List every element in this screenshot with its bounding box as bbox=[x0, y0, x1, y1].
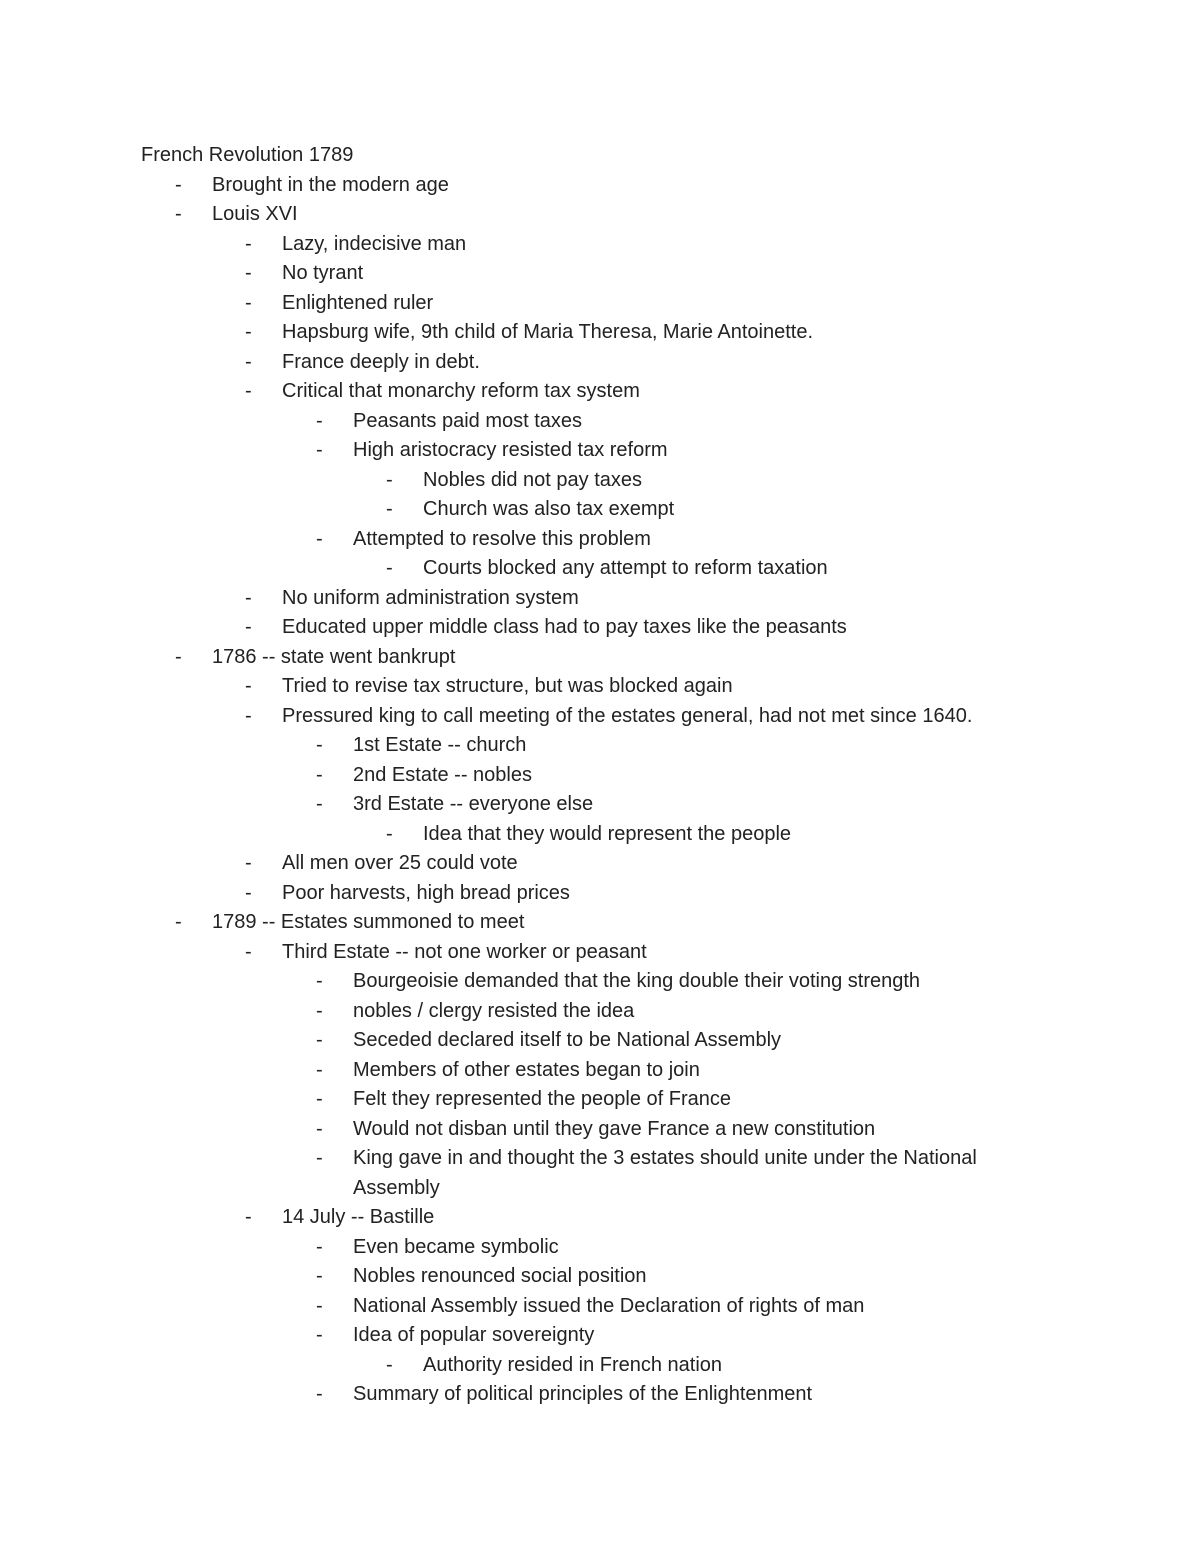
outline-item-text: Members of other estates began to join bbox=[353, 1058, 700, 1081]
outline-item-text: Tried to revise tax structure, but was blocked again bbox=[282, 675, 733, 697]
dash-bullet-icon: - bbox=[386, 1353, 393, 1376]
outline-item-text: 1789 -- Estates summoned to meet bbox=[212, 911, 525, 933]
dash-bullet-icon: - bbox=[245, 940, 252, 963]
dash-bullet-icon: - bbox=[316, 1029, 323, 1051]
outline-item-text: Would not disban until they gave France a new constitution bbox=[353, 1117, 876, 1140]
outline-item bbox=[0, 377, 1200, 407]
dash-bullet-icon: - bbox=[316, 409, 323, 432]
dash-bullet-icon: - bbox=[245, 291, 252, 314]
outline-item bbox=[0, 938, 1200, 968]
outline-item bbox=[0, 643, 1200, 673]
outline-item-text: National Assembly issued the Declaration of rights of man bbox=[353, 1294, 865, 1317]
outline-item-text: Lazy, indecisive man bbox=[282, 232, 467, 255]
outline-item-text: Authority resided in French nation bbox=[423, 1353, 723, 1376]
dash-bullet-icon: - bbox=[245, 881, 252, 904]
dash-bullet-icon: - bbox=[245, 350, 252, 373]
outline-item bbox=[0, 584, 1200, 614]
outline-item-text: 14 July -- Bastille bbox=[282, 1206, 435, 1228]
outline-item-text: High aristocracy resisted tax reform bbox=[353, 439, 668, 461]
outline-item bbox=[0, 613, 1200, 643]
outline-item-text: Attempted to resolve this problem bbox=[353, 527, 651, 550]
outline-item-text: Seceded declared itself to be National Assembly bbox=[353, 1029, 782, 1051]
outline-item bbox=[0, 230, 1200, 260]
bullet-outline bbox=[0, 171, 1200, 1410]
dash-bullet-icon: - bbox=[386, 557, 393, 579]
outline-item-text: 3rd Estate -- everyone else bbox=[353, 793, 594, 815]
outline-item-text: Even became symbolic bbox=[353, 1235, 559, 1258]
dash-bullet-icon: - bbox=[175, 645, 182, 668]
dash-bullet-icon: - bbox=[316, 1235, 323, 1258]
dash-bullet-icon: - bbox=[316, 763, 323, 786]
dash-bullet-icon: - bbox=[245, 1206, 252, 1228]
outline-item-text: 1786 -- state went bankrupt bbox=[212, 645, 456, 668]
outline-item-text: Brought in the modern age bbox=[212, 173, 449, 196]
outline-item-text: 1st Estate -- church bbox=[353, 734, 527, 756]
outline-item-text: Felt they represented the people of France bbox=[353, 1088, 732, 1110]
dash-bullet-icon: - bbox=[316, 1117, 323, 1140]
outline-item bbox=[0, 1233, 1200, 1263]
outline-item-text: No tyrant bbox=[282, 262, 364, 284]
outline-item-text: Nobles renounced social position bbox=[353, 1265, 647, 1287]
outline-item bbox=[0, 672, 1200, 702]
dash-bullet-icon: - bbox=[175, 911, 182, 933]
outline-item-text: Courts blocked any attempt to reform taxation bbox=[423, 557, 828, 579]
outline-item bbox=[0, 1144, 1200, 1203]
outline-item-text: Pressured king to call meeting of the estates general, had not met since 1640. bbox=[282, 704, 973, 727]
dash-bullet-icon: - bbox=[245, 616, 252, 638]
dash-bullet-icon: - bbox=[316, 1147, 323, 1169]
dash-bullet-icon: - bbox=[316, 734, 323, 756]
outline-item bbox=[0, 997, 1200, 1027]
outline-item bbox=[0, 171, 1200, 201]
dash-bullet-icon: - bbox=[316, 527, 323, 550]
outline-item-text: 2nd Estate -- nobles bbox=[353, 763, 532, 786]
document-title: French Revolution 1789 bbox=[141, 144, 354, 166]
outline-item-text: Bourgeoisie demanded that the king double their voting strength bbox=[353, 970, 921, 992]
outline-item-text: All men over 25 could vote bbox=[282, 852, 518, 874]
outline-item-text: nobles / clergy resisted the idea bbox=[353, 999, 635, 1022]
dash-bullet-icon: - bbox=[316, 999, 323, 1022]
outline-item bbox=[0, 1115, 1200, 1145]
outline-item bbox=[0, 1380, 1200, 1410]
outline-item bbox=[0, 200, 1200, 230]
outline-item bbox=[0, 525, 1200, 555]
outline-item bbox=[0, 318, 1200, 348]
outline-item-text: Enlightened ruler bbox=[282, 291, 434, 314]
outline-item bbox=[0, 1203, 1200, 1233]
outline-item-text: Idea of popular sovereignty bbox=[353, 1324, 595, 1346]
outline-item-text: Church was also tax exempt bbox=[423, 498, 675, 520]
outline-item-text: France deeply in debt. bbox=[282, 350, 480, 373]
outline-item bbox=[0, 879, 1200, 909]
outline-item bbox=[0, 1056, 1200, 1086]
dash-bullet-icon: - bbox=[245, 586, 252, 609]
outline-item bbox=[0, 702, 1200, 732]
dash-bullet-icon: - bbox=[245, 852, 252, 874]
outline-item bbox=[0, 1292, 1200, 1322]
dash-bullet-icon: - bbox=[316, 1294, 323, 1317]
dash-bullet-icon: - bbox=[175, 173, 182, 196]
dash-bullet-icon: - bbox=[316, 439, 323, 461]
outline-item-text: Critical that monarchy reform tax system bbox=[282, 380, 640, 402]
dash-bullet-icon: - bbox=[316, 1058, 323, 1081]
outline-item bbox=[0, 554, 1200, 584]
outline-item bbox=[0, 908, 1200, 938]
dash-bullet-icon: - bbox=[386, 468, 393, 491]
outline-item-text: Idea that they would represent the people bbox=[423, 822, 792, 845]
outline-item bbox=[0, 967, 1200, 997]
outline-item bbox=[0, 495, 1200, 525]
outline-item bbox=[0, 1026, 1200, 1056]
outline-item bbox=[0, 1321, 1200, 1351]
outline-item-text: Third Estate -- not one worker or peasant bbox=[282, 940, 647, 963]
outline-item-text: Poor harvests, high bread prices bbox=[282, 881, 570, 904]
outline-item-text: Educated upper middle class had to pay taxes like the peasants bbox=[282, 616, 847, 638]
outline-item bbox=[0, 849, 1200, 879]
dash-bullet-icon: - bbox=[245, 380, 252, 402]
dash-bullet-icon: - bbox=[245, 704, 252, 727]
dash-bullet-icon: - bbox=[245, 262, 252, 284]
dash-bullet-icon: - bbox=[316, 1324, 323, 1346]
dash-bullet-icon: - bbox=[386, 822, 393, 845]
dash-bullet-icon: - bbox=[245, 232, 252, 255]
dash-bullet-icon: - bbox=[316, 793, 323, 815]
outline-item bbox=[0, 1262, 1200, 1292]
outline-item bbox=[0, 1085, 1200, 1115]
outline-item bbox=[0, 820, 1200, 850]
outline-item bbox=[0, 466, 1200, 496]
outline-item-text: Louis XVI bbox=[212, 203, 298, 225]
outline-item bbox=[0, 1351, 1200, 1381]
outline-item bbox=[0, 761, 1200, 791]
dash-bullet-icon: - bbox=[316, 1088, 323, 1110]
outline-item bbox=[0, 407, 1200, 437]
outline-item bbox=[0, 436, 1200, 466]
outline-item bbox=[0, 790, 1200, 820]
dash-bullet-icon: - bbox=[245, 675, 252, 697]
outline-item-text: Hapsburg wife, 9th child of Maria Theresa, Marie Antoinette. bbox=[282, 321, 814, 343]
outline-item bbox=[0, 289, 1200, 319]
outline-item-text: Summary of political principles of the Enlightenment bbox=[353, 1383, 813, 1405]
dash-bullet-icon: - bbox=[245, 321, 252, 343]
outline-item-text: Nobles did not pay taxes bbox=[423, 468, 643, 491]
outline-item bbox=[0, 259, 1200, 289]
outline-item bbox=[0, 731, 1200, 761]
dash-bullet-icon: - bbox=[316, 970, 323, 992]
dash-bullet-icon: - bbox=[316, 1383, 323, 1405]
outline-item bbox=[0, 348, 1200, 378]
outline-item-text: No uniform administration system bbox=[282, 586, 579, 609]
outline-item-text: King gave in and thought the 3 estates should unite under the National Assembly bbox=[353, 1147, 977, 1199]
outline-item-text: Peasants paid most taxes bbox=[353, 409, 583, 432]
dash-bullet-icon: - bbox=[316, 1265, 323, 1287]
dash-bullet-icon: - bbox=[175, 203, 182, 225]
dash-bullet-icon: - bbox=[386, 498, 393, 520]
